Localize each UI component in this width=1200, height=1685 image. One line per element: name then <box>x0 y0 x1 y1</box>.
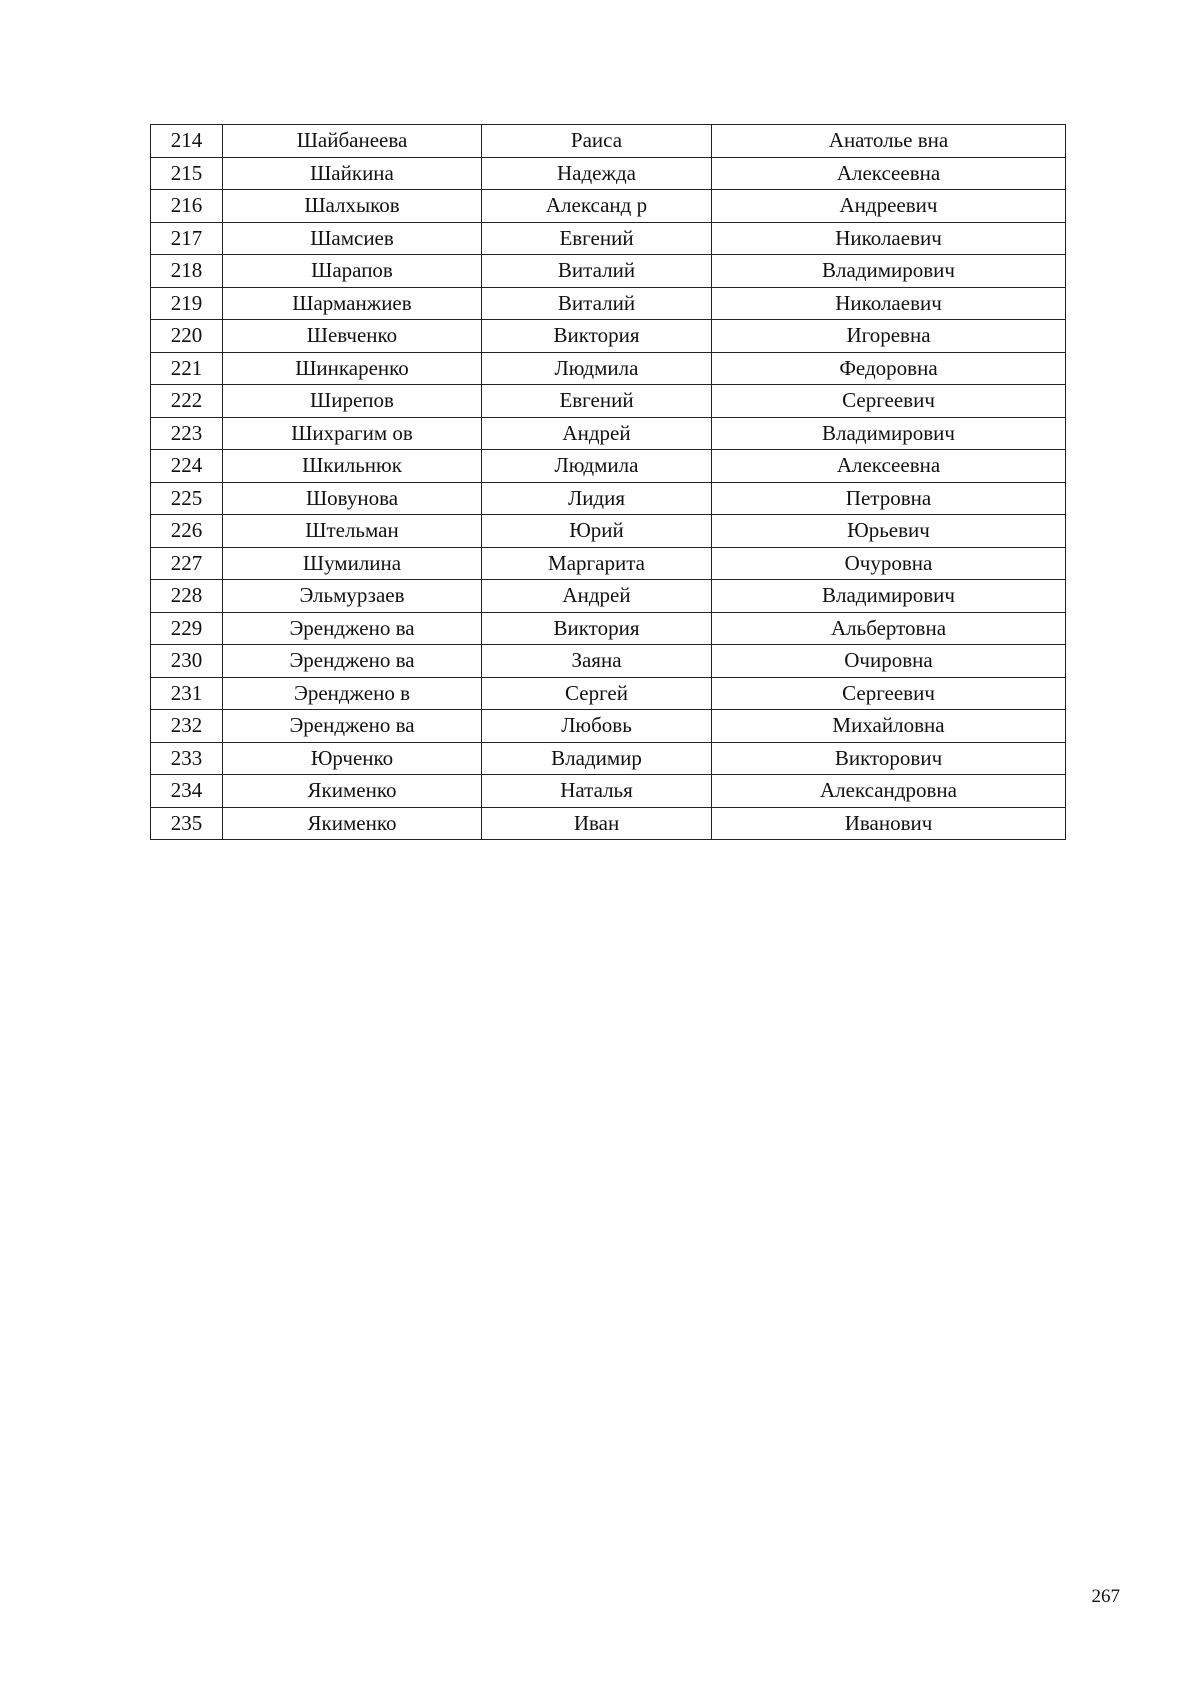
table-row <box>151 125 1066 158</box>
row-number-cell: 234 <box>151 775 223 808</box>
patronymic-cell: Юрьевич <box>712 515 1066 548</box>
table-row <box>151 710 1066 743</box>
first-name-cell: Виталий <box>482 255 712 288</box>
first-name-cell: Андрей <box>482 580 712 613</box>
row-number-cell: 227 <box>151 547 223 580</box>
last-name-cell: Эренджено ва <box>223 710 482 743</box>
patronymic-cell: Игоревна <box>712 320 1066 353</box>
row-number-cell: 216 <box>151 190 223 223</box>
table-row <box>151 742 1066 775</box>
row-number-cell: 224 <box>151 450 223 483</box>
roster-table-body <box>151 125 1066 840</box>
patronymic-cell: Иванович <box>712 807 1066 840</box>
row-number-cell: 214 <box>151 125 223 158</box>
last-name-cell: Шайбанеева <box>223 125 482 158</box>
patronymic-cell: Александровна <box>712 775 1066 808</box>
row-number-cell: 226 <box>151 515 223 548</box>
row-number-cell: 219 <box>151 287 223 320</box>
last-name-cell: Ширепов <box>223 385 482 418</box>
patronymic-cell: Алексеевна <box>712 157 1066 190</box>
first-name-cell: Маргарита <box>482 547 712 580</box>
first-name-cell: Владимир <box>482 742 712 775</box>
last-name-cell: Шевченко <box>223 320 482 353</box>
first-name-cell: Иван <box>482 807 712 840</box>
last-name-cell: Шихрагим ов <box>223 417 482 450</box>
table-row <box>151 417 1066 450</box>
last-name-cell: Шумилина <box>223 547 482 580</box>
patronymic-cell: Николаевич <box>712 222 1066 255</box>
last-name-cell: Шкильнюк <box>223 450 482 483</box>
first-name-cell: Виталий <box>482 287 712 320</box>
row-number-cell: 217 <box>151 222 223 255</box>
table-row <box>151 807 1066 840</box>
first-name-cell: Раиса <box>482 125 712 158</box>
table-row <box>151 287 1066 320</box>
last-name-cell: Штельман <box>223 515 482 548</box>
table-row <box>151 450 1066 483</box>
first-name-cell: Юрий <box>482 515 712 548</box>
row-number-cell: 228 <box>151 580 223 613</box>
table-row <box>151 580 1066 613</box>
last-name-cell: Эренджено ва <box>223 645 482 678</box>
row-number-cell: 235 <box>151 807 223 840</box>
first-name-cell: Наталья <box>482 775 712 808</box>
patronymic-cell: Сергеевич <box>712 677 1066 710</box>
first-name-cell: Александ р <box>482 190 712 223</box>
first-name-cell: Лидия <box>482 482 712 515</box>
table-row <box>151 547 1066 580</box>
patronymic-cell: Сергеевич <box>712 385 1066 418</box>
patronymic-cell: Владимирович <box>712 255 1066 288</box>
first-name-cell: Евгений <box>482 385 712 418</box>
row-number-cell: 233 <box>151 742 223 775</box>
first-name-cell: Сергей <box>482 677 712 710</box>
row-number-cell: 232 <box>151 710 223 743</box>
table-row <box>151 775 1066 808</box>
last-name-cell: Шовунова <box>223 482 482 515</box>
patronymic-cell: Альбертовна <box>712 612 1066 645</box>
table-row <box>151 157 1066 190</box>
last-name-cell: Якименко <box>223 775 482 808</box>
last-name-cell: Шамсиев <box>223 222 482 255</box>
patronymic-cell: Анатолье вна <box>712 125 1066 158</box>
patronymic-cell: Владимирович <box>712 580 1066 613</box>
first-name-cell: Виктория <box>482 612 712 645</box>
table-row <box>151 385 1066 418</box>
first-name-cell: Заяна <box>482 645 712 678</box>
table-row <box>151 645 1066 678</box>
roster-table <box>150 124 1066 840</box>
patronymic-cell: Владимирович <box>712 417 1066 450</box>
row-number-cell: 231 <box>151 677 223 710</box>
last-name-cell: Эренджено в <box>223 677 482 710</box>
table-row <box>151 482 1066 515</box>
last-name-cell: Шалхыков <box>223 190 482 223</box>
table-row <box>151 677 1066 710</box>
patronymic-cell: Алексеевна <box>712 450 1066 483</box>
last-name-cell: Шайкина <box>223 157 482 190</box>
last-name-cell: Шинкаренко <box>223 352 482 385</box>
table-row <box>151 255 1066 288</box>
row-number-cell: 218 <box>151 255 223 288</box>
table-row <box>151 222 1066 255</box>
patronymic-cell: Федоровна <box>712 352 1066 385</box>
patronymic-cell: Михайловна <box>712 710 1066 743</box>
last-name-cell: Шарманжиев <box>223 287 482 320</box>
row-number-cell: 222 <box>151 385 223 418</box>
last-name-cell: Якименко <box>223 807 482 840</box>
table-row <box>151 320 1066 353</box>
first-name-cell: Надежда <box>482 157 712 190</box>
patronymic-cell: Андреевич <box>712 190 1066 223</box>
first-name-cell: Евгений <box>482 222 712 255</box>
row-number-cell: 230 <box>151 645 223 678</box>
first-name-cell: Любовь <box>482 710 712 743</box>
first-name-cell: Виктория <box>482 320 712 353</box>
row-number-cell: 225 <box>151 482 223 515</box>
last-name-cell: Эльмурзаев <box>223 580 482 613</box>
patronymic-cell: Петровна <box>712 482 1066 515</box>
patronymic-cell: Николаевич <box>712 287 1066 320</box>
patronymic-cell: Очуровна <box>712 547 1066 580</box>
page-number: 267 <box>1091 1586 1120 1607</box>
row-number-cell: 229 <box>151 612 223 645</box>
patronymic-cell: Очировна <box>712 645 1066 678</box>
row-number-cell: 221 <box>151 352 223 385</box>
table-row <box>151 190 1066 223</box>
last-name-cell: Юрченко <box>223 742 482 775</box>
row-number-cell: 220 <box>151 320 223 353</box>
first-name-cell: Андрей <box>482 417 712 450</box>
last-name-cell: Эренджено ва <box>223 612 482 645</box>
row-number-cell: 215 <box>151 157 223 190</box>
first-name-cell: Людмила <box>482 450 712 483</box>
first-name-cell: Людмила <box>482 352 712 385</box>
row-number-cell: 223 <box>151 417 223 450</box>
last-name-cell: Шарапов <box>223 255 482 288</box>
table-row <box>151 352 1066 385</box>
patronymic-cell: Викторович <box>712 742 1066 775</box>
table-row <box>151 515 1066 548</box>
table-row <box>151 612 1066 645</box>
